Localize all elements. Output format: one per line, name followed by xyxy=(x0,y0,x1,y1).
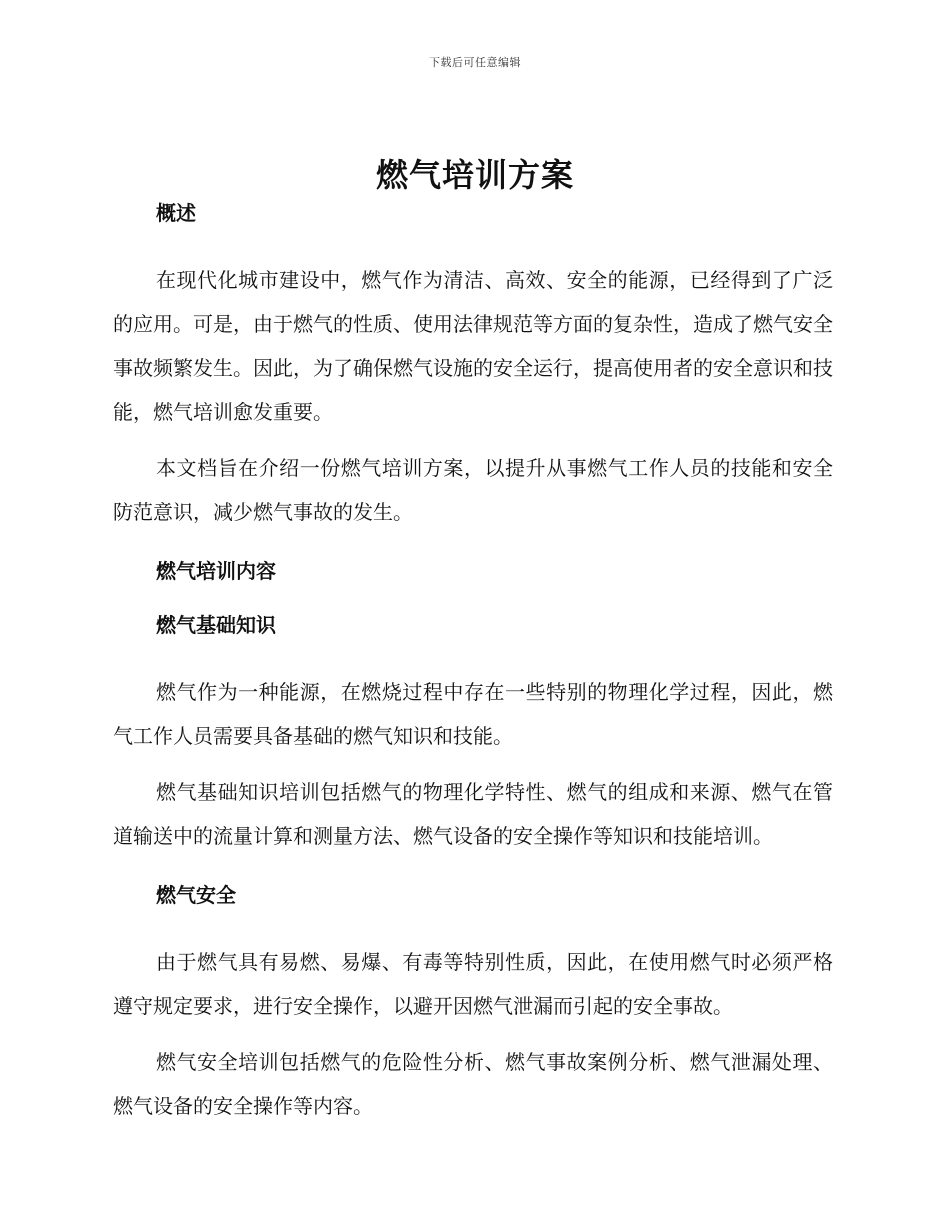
paragraph-basics-1: 燃气作为一种能源，在燃烧过程中存在一些特别的物理化学过程，因此，燃气工作人员需要具备基础的燃气知识和技能。 xyxy=(113,680,833,748)
section-heading-training-content: 燃气培训内容 xyxy=(156,559,276,583)
document-title: 燃气培训方案 xyxy=(375,156,574,194)
document-body xyxy=(113,198,833,1128)
paragraph-safety-1: 由于燃气具有易燃、易爆、有毒等特别性质，因此，在使用燃气时必须严格遵守规定要求，进行安全操作，以避开因燃气泄漏而引起的安全事故。 xyxy=(113,950,833,1018)
paragraph-overview-2: 本文档旨在介绍一份燃气培训方案，以提升从事燃气工作人员的技能和安全防范意识，减少燃气事故的发生。 xyxy=(113,456,833,524)
header-note: 下载后可任意编辑 xyxy=(429,56,521,69)
section-heading-gas-safety: 燃气安全 xyxy=(156,883,236,907)
paragraph-safety-2: 燃气安全培训包括燃气的危险性分析、燃气事故案例分析、燃气泄漏处理、燃气设备的安全操作等内容。 xyxy=(113,1050,833,1118)
section-heading-overview: 概述 xyxy=(156,201,196,225)
paragraph-overview-1: 在现代化城市建设中，燃气作为清洁、高效、安全的能源，已经得到了广泛的应用。可是，由于燃气的性质、使用法律规范等方面的复杂性，造成了燃气安全事故频繁发生。因此，为了确保燃气设施的安全运行，提高使用者的安全意识和技能，燃气培训愈发重要。 xyxy=(113,268,833,424)
section-heading-gas-basics: 燃气基础知识 xyxy=(156,613,276,637)
paragraph-basics-2: 燃气基础知识培训包括燃气的物理化学特性、燃气的组成和来源、燃气在管道输送中的流量计算和测量方法、燃气设备的安全操作等知识和技能培训。 xyxy=(113,780,833,848)
